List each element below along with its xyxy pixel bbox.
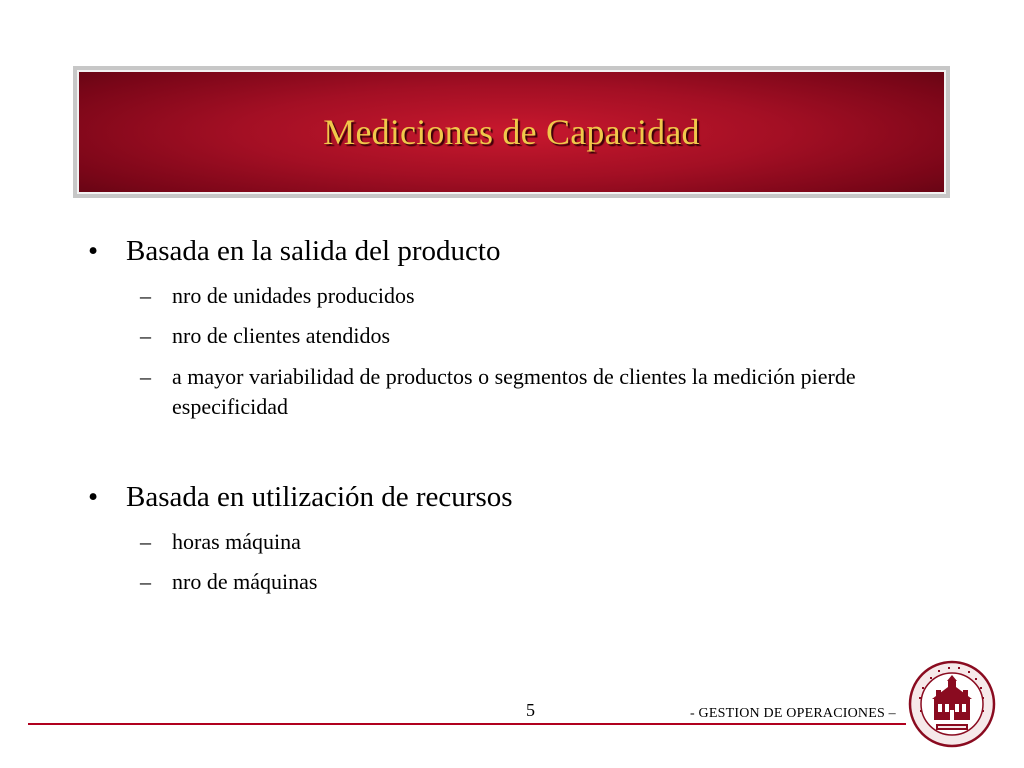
dash-mark: – — [140, 364, 151, 389]
footer-course-label: - GESTION DE OPERACIONES – — [690, 706, 896, 721]
sub-item — [140, 281, 902, 311]
dash-mark: – — [140, 283, 151, 308]
sub-item — [140, 567, 902, 597]
sub-item — [140, 362, 902, 422]
slide-title: Mediciones de Capacidad — [323, 112, 700, 152]
bullet-mark: • — [88, 235, 99, 267]
page-number: 5 — [526, 700, 535, 720]
bullet-text: Basada en utilización de recursos — [126, 481, 513, 513]
dash-mark: – — [140, 323, 151, 348]
sub-item-text: horas máquina — [172, 529, 301, 554]
dash-mark: – — [140, 569, 151, 594]
bullet-text: Basada en la salida del producto — [126, 235, 501, 267]
university-seal-icon — [908, 660, 996, 748]
sub-item — [140, 527, 902, 557]
dash-mark: – — [140, 529, 151, 554]
sub-item-text: nro de clientes atendidos — [172, 323, 391, 348]
bullet-item — [88, 480, 513, 514]
sub-item-text: a mayor variabilidad de productos o segmentos de clientes la medición pierde especificidad — [172, 364, 856, 419]
title-banner — [77, 70, 946, 194]
bullet-mark: • — [88, 481, 99, 513]
sub-item — [140, 321, 902, 351]
title-frame — [73, 66, 950, 198]
sub-item-text: nro de unidades producidos — [172, 283, 415, 308]
sub-item-text: nro de máquinas — [172, 569, 318, 594]
bullet-item — [88, 234, 500, 268]
footer-divider — [28, 723, 906, 725]
